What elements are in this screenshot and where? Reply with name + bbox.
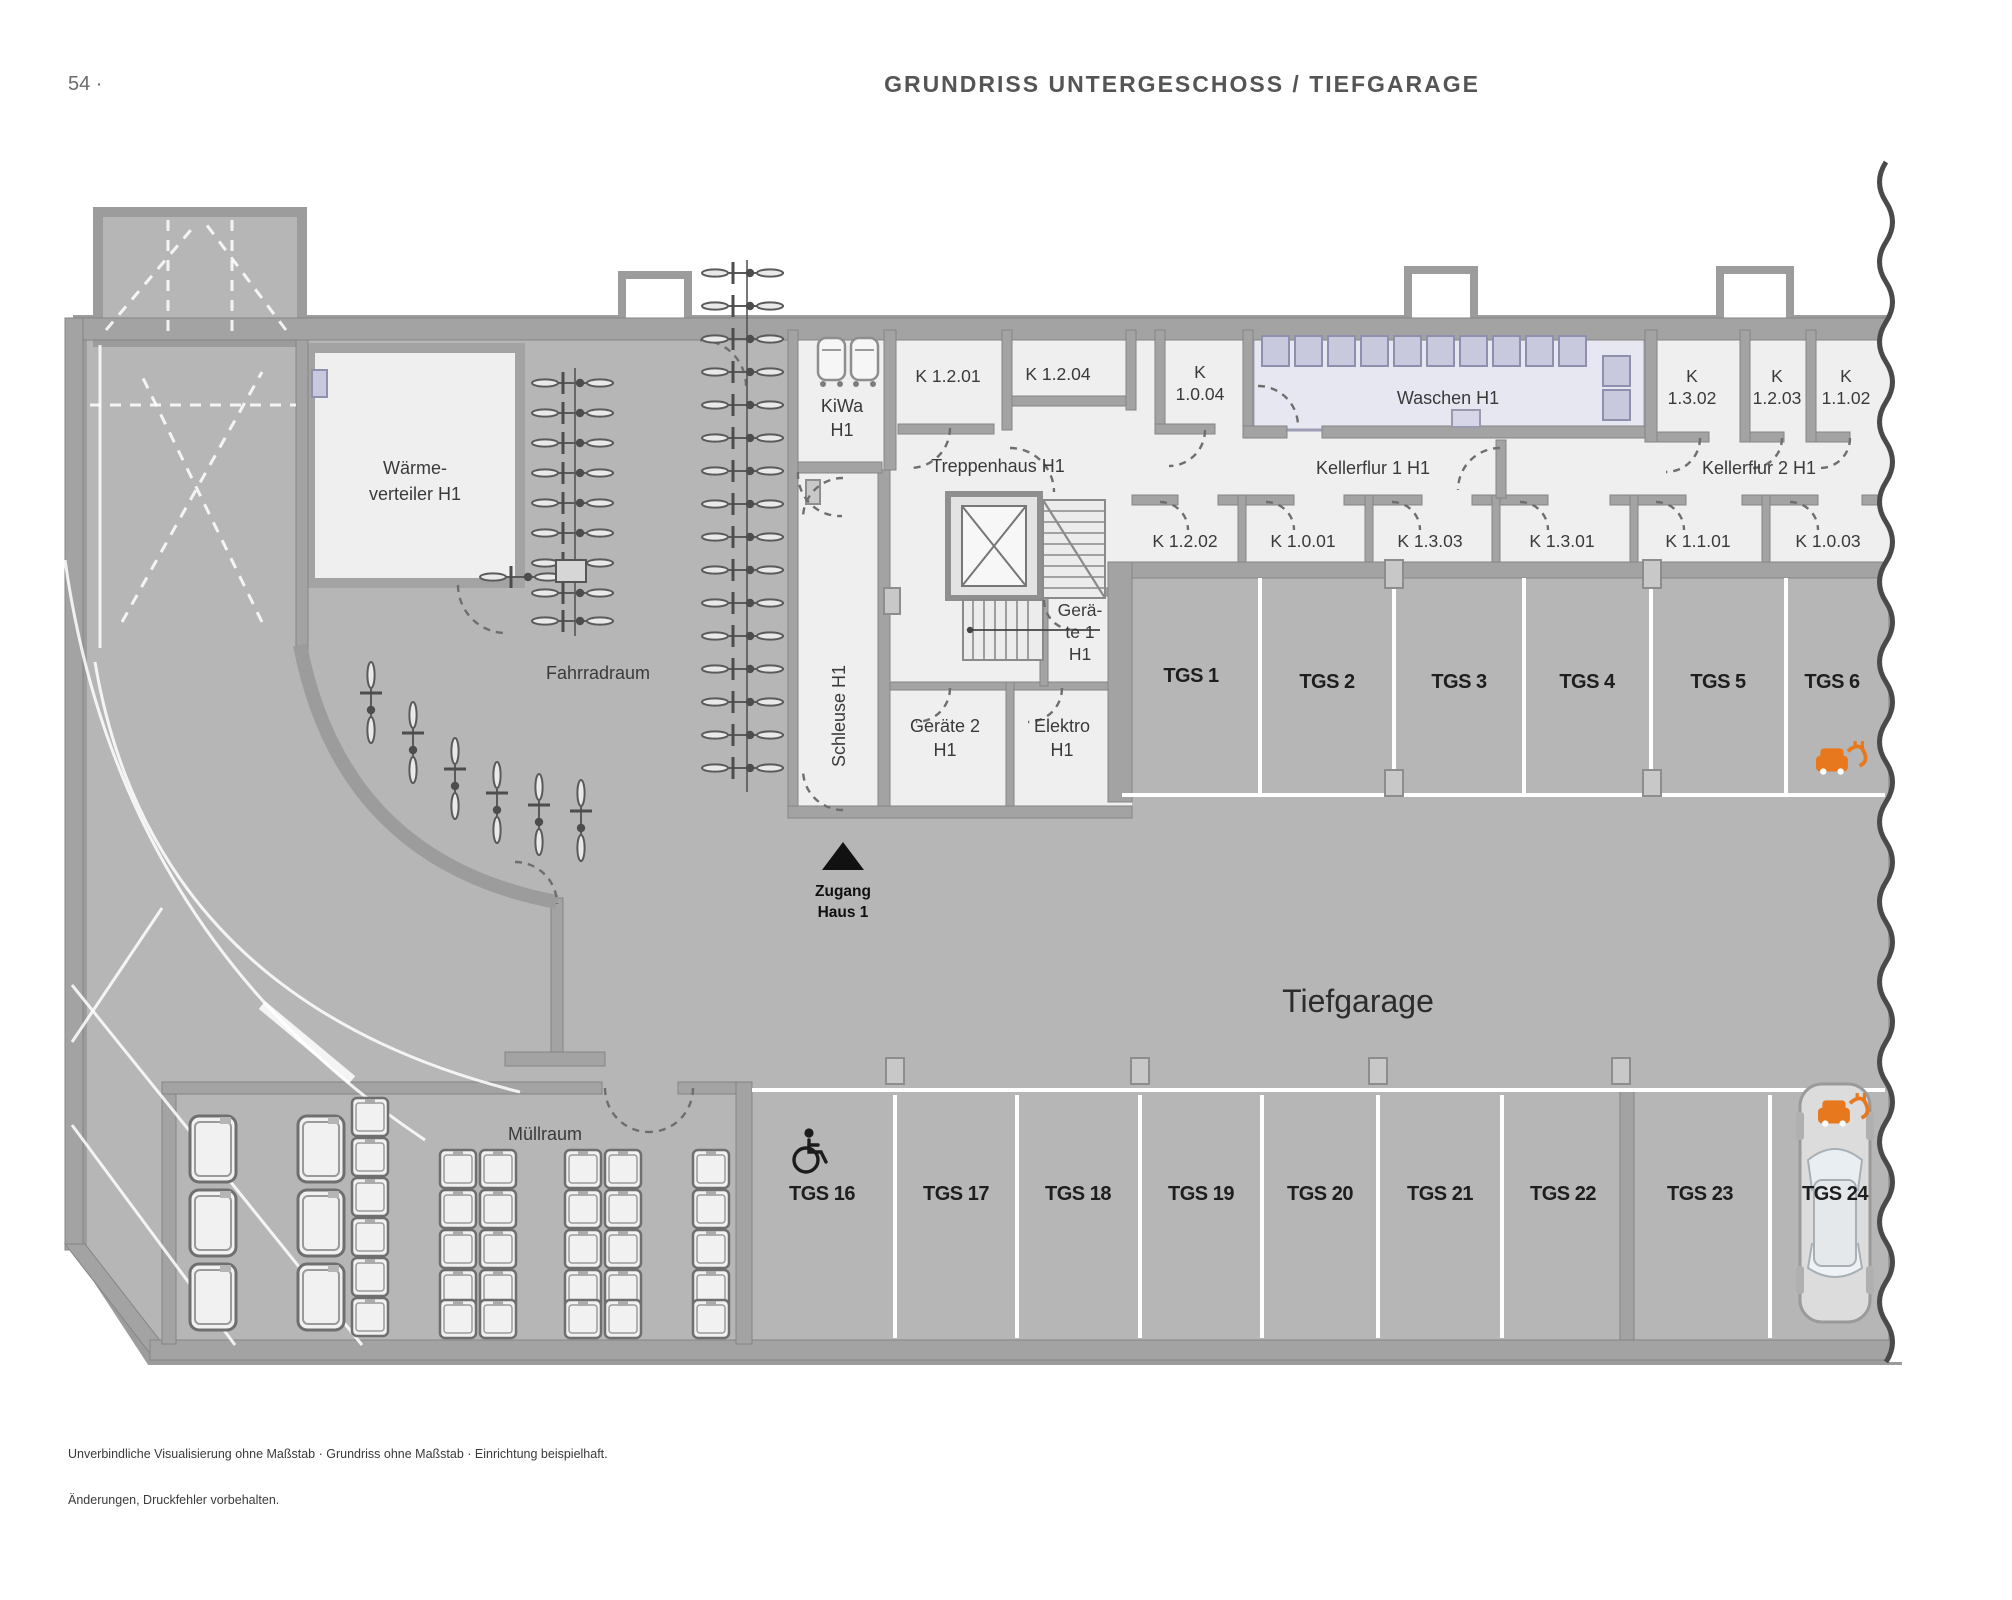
washing-machine-icon	[1328, 336, 1355, 366]
washing-machine-icon	[1262, 336, 1289, 366]
waste-bin-icon	[693, 1150, 729, 1188]
parking-label-tgs3: TGS 3	[1431, 671, 1487, 693]
waste-bin-icon	[480, 1190, 516, 1228]
waste-bin-icon	[605, 1230, 641, 1268]
stroller-icon	[851, 338, 878, 387]
waste-bin-icon	[298, 1264, 344, 1330]
parking-label-tgs2: TGS 2	[1299, 671, 1355, 693]
parking-label-tgs4: TGS 4	[1559, 671, 1615, 693]
washing-machine-icon	[1460, 336, 1487, 366]
page-number: 54 ·	[68, 73, 103, 95]
room-label-muellraum: Müllraum	[507, 1124, 583, 1144]
parking-label-tgs16: TGS 16	[789, 1183, 855, 1205]
parking-label-tgs21: TGS 21	[1407, 1183, 1473, 1205]
waste-bin-icon	[298, 1116, 344, 1182]
waste-bin-icon	[440, 1190, 476, 1228]
washing-machine-icon	[1493, 336, 1520, 366]
stroller-icon	[818, 338, 845, 387]
waste-bin-icon	[565, 1150, 601, 1188]
waste-bin-icon	[565, 1230, 601, 1268]
room-label-elektro-a: Elektro	[1033, 716, 1091, 736]
room-label-k1001: K 1.0.01	[1270, 531, 1336, 551]
room-label-k1204: K 1.2.04	[1025, 364, 1091, 384]
washing-machine-icon	[1559, 336, 1586, 366]
room-label-k1004-b: 1.0.04	[1175, 384, 1225, 404]
waste-bin-icon	[440, 1300, 476, 1338]
waste-bin-icon	[352, 1098, 388, 1136]
room-label-geraete1-b: te 1	[1065, 622, 1095, 642]
room-label-k1302-b: 1.3.02	[1667, 388, 1717, 408]
washing-machine-icon	[1394, 336, 1421, 366]
waste-bin-icon	[480, 1150, 516, 1188]
waste-bin-icon	[440, 1230, 476, 1268]
waste-bin-icon	[480, 1230, 516, 1268]
room-label-k1101: K 1.1.01	[1665, 531, 1731, 551]
room-label-kiwa-2: H1	[830, 420, 854, 440]
room-label-k1201: K 1.2.01	[915, 366, 981, 386]
room-label-k1102-b: 1.1.02	[1821, 388, 1871, 408]
room-label-fahrradraum: Fahrradraum	[545, 663, 651, 683]
washing-machine-icon	[1427, 336, 1454, 366]
waste-bin-icon	[352, 1258, 388, 1296]
room-label-k1102-a: K	[1840, 366, 1852, 386]
entrance-label-2: Haus 1	[817, 904, 869, 921]
waste-bin-icon	[440, 1150, 476, 1188]
room-label-treppenhaus: Treppenhaus H1	[931, 456, 1065, 476]
waste-bin-icon	[298, 1190, 344, 1256]
waste-bin-icon	[605, 1190, 641, 1228]
waste-bin-icon	[480, 1300, 516, 1338]
entrance-label-1: Zugang	[815, 883, 871, 900]
room-label-k1203-a: K	[1771, 366, 1783, 386]
room-label-waschen: Waschen H1	[1396, 388, 1500, 408]
area-label-tiefgarage: Tiefgarage	[1282, 983, 1434, 1019]
parking-label-tgs24: TGS 24	[1802, 1183, 1868, 1205]
parking-label-tgs5: TGS 5	[1690, 671, 1746, 693]
corridor-label-kellerflur2: Kellerflur 2 H1	[1701, 458, 1817, 478]
waste-bin-icon	[605, 1150, 641, 1188]
waste-bin-icon	[190, 1190, 236, 1256]
room-label-k1302-a: K	[1686, 366, 1698, 386]
waste-bin-icon	[605, 1300, 641, 1338]
room-label-k1301: K 1.3.01	[1529, 531, 1595, 551]
parking-label-tgs6: TGS 6	[1804, 671, 1860, 693]
waste-bin-icon	[565, 1300, 601, 1338]
meter-box-icon	[312, 370, 327, 397]
room-label-k1303: K 1.3.03	[1397, 531, 1463, 551]
waste-bin-icon	[352, 1178, 388, 1216]
waste-bin-icon	[190, 1264, 236, 1330]
bike-icon	[702, 262, 784, 284]
washing-machine-icon	[1603, 390, 1630, 420]
room-label-geraete1-c: H1	[1068, 644, 1092, 664]
waste-bin-icon	[693, 1230, 729, 1268]
room-label-schleuse: Schleuse H1	[829, 664, 849, 768]
plan-cut-mask	[1880, 162, 2012, 1362]
bike-trailer-icon	[556, 560, 586, 582]
room-label-geraete2-a: Geräte 2	[909, 716, 981, 736]
elevator-icon	[948, 494, 1040, 598]
parking-label-tgs22: TGS 22	[1530, 1183, 1596, 1205]
room-label-k1003: K 1.0.03	[1795, 531, 1861, 551]
room-label-waermeverteiler-1: Wärme-	[383, 458, 447, 478]
washing-machine-icon	[1526, 336, 1553, 366]
room-label-k1203-b: 1.2.03	[1752, 388, 1802, 408]
parking-label-tgs20: TGS 20	[1287, 1183, 1353, 1205]
room-label-geraete2-b: H1	[933, 740, 957, 760]
footer-disclaimer-2: Änderungen, Druckfehler vorbehalten.	[68, 1493, 280, 1507]
parking-label-tgs17: TGS 17	[923, 1183, 989, 1205]
corridor-label-kellerflur1: Kellerflur 1 H1	[1315, 458, 1431, 478]
parking-label-tgs23: TGS 23	[1667, 1183, 1733, 1205]
bike-icon	[702, 295, 784, 317]
waste-bin-icon	[352, 1138, 388, 1176]
washing-machine-icon	[1361, 336, 1388, 366]
page-title: GRUNDRISS UNTERGESCHOSS / TIEFGARAGE	[884, 71, 1480, 97]
waste-bin-icon	[693, 1190, 729, 1228]
waste-bin-icon	[190, 1116, 236, 1182]
room-label-k1202: K 1.2.02	[1152, 531, 1218, 551]
washing-machine-icon	[1295, 336, 1322, 366]
waste-bin-icon	[352, 1298, 388, 1336]
room-label-kiwa-1: KiWa	[820, 396, 864, 416]
washing-machine-icon	[1603, 356, 1630, 386]
waste-bin-icon	[352, 1218, 388, 1256]
parking-label-tgs1: TGS 1	[1163, 665, 1219, 687]
footer-disclaimer-1: Unverbindliche Visualisierung ohne Maßstab · Grundriss ohne Maßstab · Einrichtung beispielhaft.	[68, 1447, 608, 1461]
waste-bin-icon	[693, 1300, 729, 1338]
room-label-geraete1-a: Gerä-	[1057, 600, 1103, 620]
room-label-k1004-a: K	[1194, 362, 1206, 382]
room-label-waermeverteiler-2: verteiler H1	[368, 484, 462, 504]
parking-label-tgs19: TGS 19	[1168, 1183, 1234, 1205]
parking-label-tgs18: TGS 18	[1045, 1183, 1111, 1205]
waste-bin-icon	[565, 1190, 601, 1228]
room-label-elektro-b: H1	[1050, 740, 1074, 760]
